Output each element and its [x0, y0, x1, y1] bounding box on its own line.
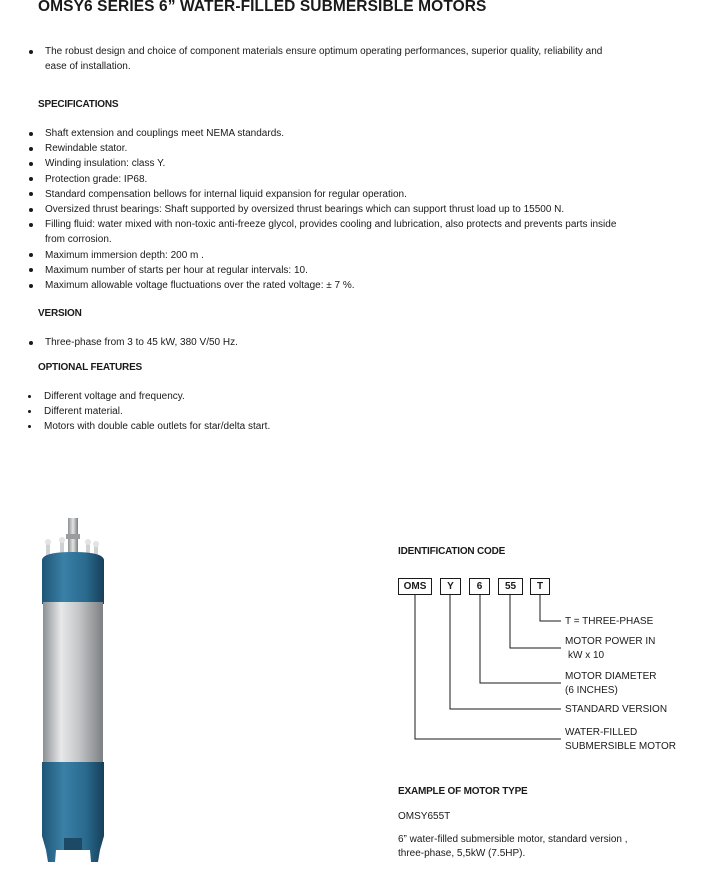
specifications-heading: SPECIFICATIONS [38, 99, 119, 110]
label-motor-power-unit: kW x 10 [568, 650, 605, 661]
label-motor-power: MOTOR POWER IN [565, 636, 656, 647]
version-item: Three-phase from 3 to 45 kW, 380 V/50 Hz. [27, 335, 617, 350]
example-description-line-1: 6” water-filled submersible motor, standard version , [398, 834, 628, 845]
example-code: OMSY655T [398, 811, 451, 822]
code-box-oms: OMS [398, 578, 432, 595]
intro-item: The robust design and choice of component materials ensure optimum operating performances, superior quality, reliability and ease of installation. [27, 44, 607, 74]
spec-item: Winding insulation: class Y. [27, 156, 617, 171]
spec-item: Oversized thrust bearings: Shaft supported by oversized thrust bearings which can support thrust load up to 15500 N. [27, 202, 617, 217]
specifications-list [27, 126, 617, 293]
version-heading: VERSION [38, 308, 82, 319]
optional-features-list [28, 389, 618, 435]
example-heading: EXAMPLE OF MOTOR TYPE [398, 786, 528, 797]
optional-item: Different voltage and frequency. [28, 389, 618, 404]
label-water-filled: WATER-FILLED [565, 727, 638, 738]
optional-item: Different material. [28, 404, 618, 419]
motor-steel-body [43, 602, 103, 764]
label-motor-diameter: MOTOR DIAMETER [565, 671, 657, 682]
example-description-line-2: three-phase, 5,5kW (7.5HP). [398, 848, 526, 859]
page-title: OMSY6 SERIES 6” WATER-FILLED SUBMERSIBLE MOTORS [38, 0, 487, 15]
intro-block [27, 44, 607, 74]
spec-item: Shaft extension and couplings meet NEMA standards. [27, 126, 617, 141]
spec-item: Maximum immersion depth: 200 m . [27, 248, 617, 263]
optional-item: Motors with double cable outlets for star/delta start. [28, 419, 618, 434]
identification-heading: IDENTIFICATION CODE [398, 546, 506, 557]
label-submersible-motor: SUBMERSIBLE MOTOR [565, 741, 676, 752]
code-box-55: 55 [498, 578, 523, 595]
code-box-y: Y [440, 578, 461, 595]
code-box-6: 6 [469, 578, 490, 595]
motor-image [28, 512, 118, 868]
spec-item: Protection grade: IP68. [27, 172, 617, 187]
label-motor-diameter-inches: (6 INCHES) [565, 685, 618, 696]
spec-item: Filling fluid: water mixed with non-toxic anti-freeze glycol, provides cooling and lubrication, also protects and prevents parts inside from corrosion. [27, 217, 617, 247]
label-standard-version: STANDARD VERSION [565, 704, 668, 715]
optional-features-heading: OPTIONAL FEATURES [38, 362, 143, 373]
label-three-phase: T = THREE-PHASE [565, 616, 654, 627]
spec-item: Maximum number of starts per hour at regular intervals: 10. [27, 263, 617, 278]
spec-item: Rewindable stator. [27, 141, 617, 156]
version-list [27, 335, 617, 350]
spec-item: Standard compensation bellows for internal liquid expansion for regular operation. [27, 187, 617, 202]
spec-item: Maximum allowable voltage fluctuations over the rated voltage: ± 7 %. [27, 278, 617, 293]
code-box-t: T [530, 578, 550, 595]
